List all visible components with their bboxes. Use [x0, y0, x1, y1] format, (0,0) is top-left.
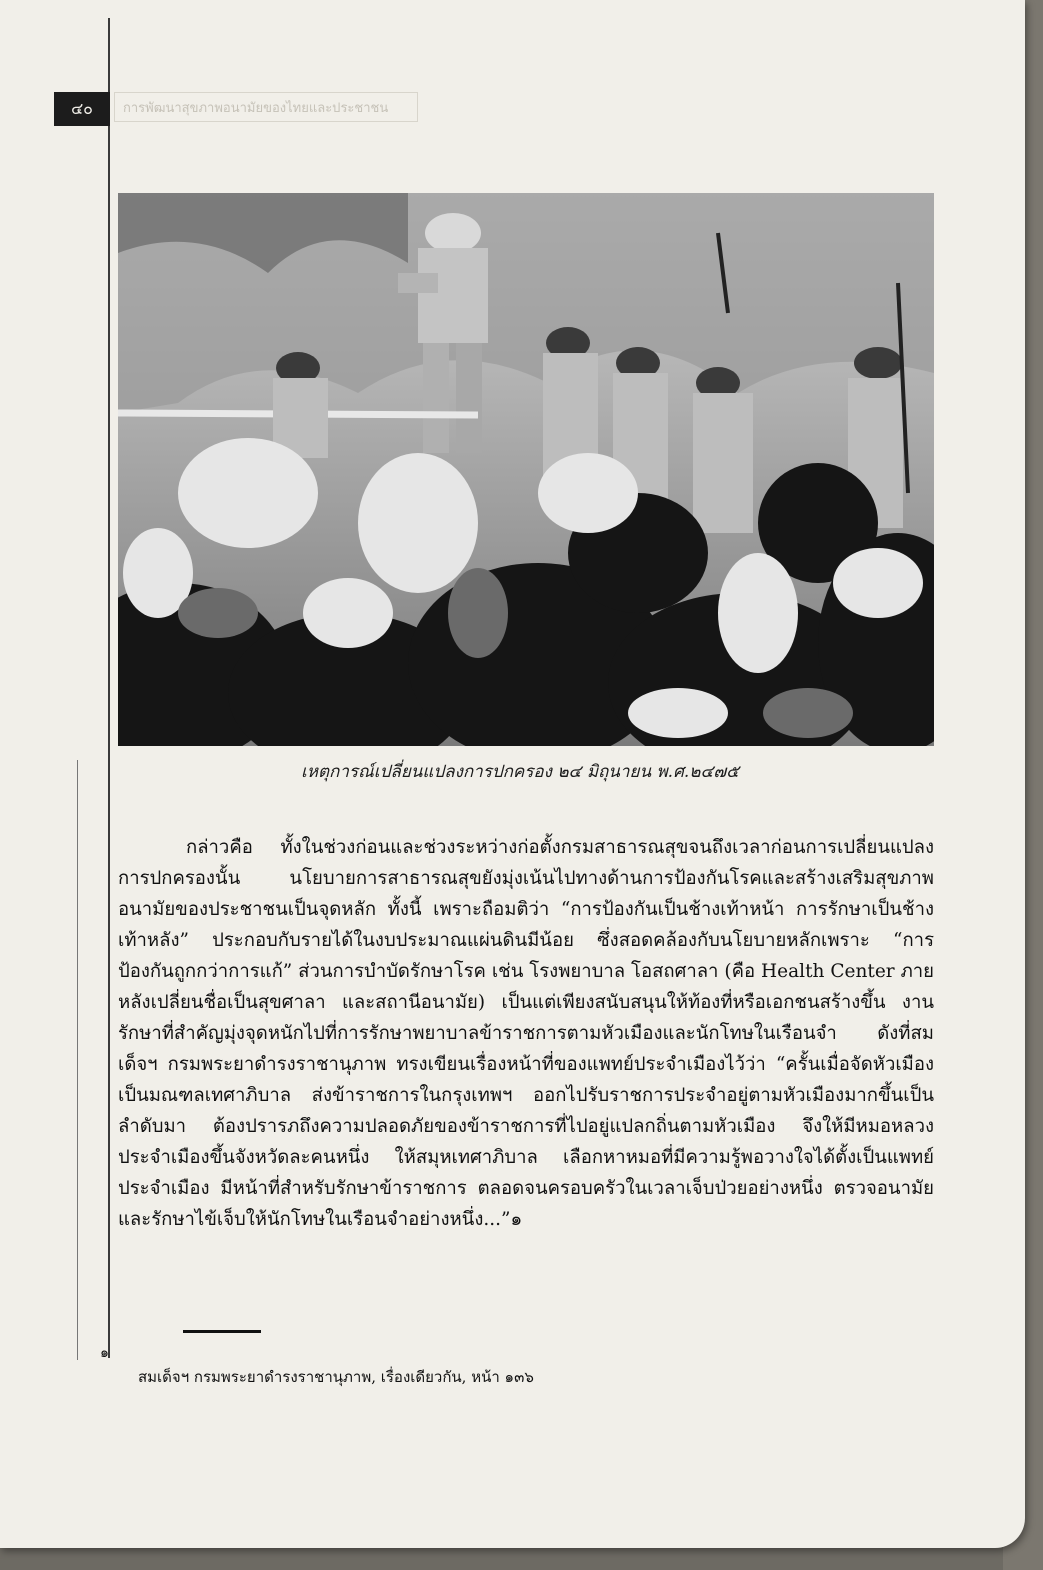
footnote-marker: ๑ — [100, 1345, 109, 1361]
paragraph: กล่าวคือ ทั้งในช่วงก่อนและช่วงระหว่างก่อตั้งกรมสาธารณสุขจนถึงเวลาก่อนการเปลี่ยนแปลงการปกครองนั้น นโยบายการสาธารณสุขยังมุ่งเน้นไปทางด้านการป้องกันโรคและสร้างเสริมสุขภาพอนามัยของประชาชนเป็นจุดหลัก ทั้งนี้ เพราะถือมติว่า “การป้องกันเป็นช้างเท้าหน้า การรักษาเป็นช้างเท้าหลัง” ประกอบกับรายได้ในงบประมาณแผ่นดินมีน้อย ซึ่งสอดคล้องกับนโยบายหลักเพราะ “การป้องกันถูกกว่าการแก้” ส่วนการบำบัดรักษาโรค เช่น โรงพยาบาล โอสถศาลา (คือ Health Center ภายหลังเปลี่ยนชื่อเป็นสุขศาลา และสถานีอนามัย) เป็นแต่เพียงสนับสนุนให้ท้องที่หรือเอกชนสร้างขึ้น งานรักษาที่สำคัญมุ่งจุดหนักไปที่การรักษาพยาบาลข้าราชการตามหัวเมืองและนักโทษในเรือนจำ ดังที่สมเด็จฯ กรมพระยาดำรงราชานุภาพ ทรงเขียนเรื่องหน้าที่ของแพทย์ประจำเมืองไว้ว่า “ครั้นเมื่อจัดหัวเมืองเป็นมณฑลเทศาภิบาล ส่งข้าราชการในกรุงเทพฯ ออกไปรับราชการประจำอยู่ตามหัวเมืองมากขึ้นเป็นลำดับมา ต้องปรารภถึงความปลอดภัยของข้าราชการที่ไปอยู่แปลกถิ่นตามหัวเมือง จึงให้มีหมอหลวงประจำเมืองขึ้นจังหวัดละคนหนึ่ง ให้สมุหเทศาภิบาล เลือกหาหมอที่มีความรู้พอวางใจได้ตั้งเป็นแพทย์ประจำเมือง มีหน้าที่สำหรับรักษาข้าราชการ ตลอดจนครอบครัวในเวลาเจ็บป่วยอย่างหนึ่ง ตรวจอนามัยและรักษาไข้เจ็บให้นักโทษในเรือนจำอย่างหนึ่ง...”๑ — [118, 837, 934, 1230]
historical-photo — [118, 193, 934, 746]
body-text — [118, 832, 934, 1235]
photo-caption: เหตุการณ์เปลี่ยนแปลงการปกครอง ๒๔ มิถุนายน พ.ศ.๒๔๗๕ — [301, 762, 739, 782]
footnote-text: สมเด็จฯ กรมพระยาดำรงราชานุภาพ, เรื่องเดียวกัน, หน้า ๑๓๖ — [138, 1368, 534, 1386]
running-head: การพัฒนาสุขภาพอนามัยของไทยและประชาชน — [114, 92, 418, 122]
gutter-line — [108, 18, 110, 1358]
photo-crowd-illustration — [118, 193, 934, 746]
page-number: ๔๐ — [54, 92, 110, 126]
margin-line — [77, 760, 78, 1360]
footnote-rule — [183, 1330, 261, 1333]
